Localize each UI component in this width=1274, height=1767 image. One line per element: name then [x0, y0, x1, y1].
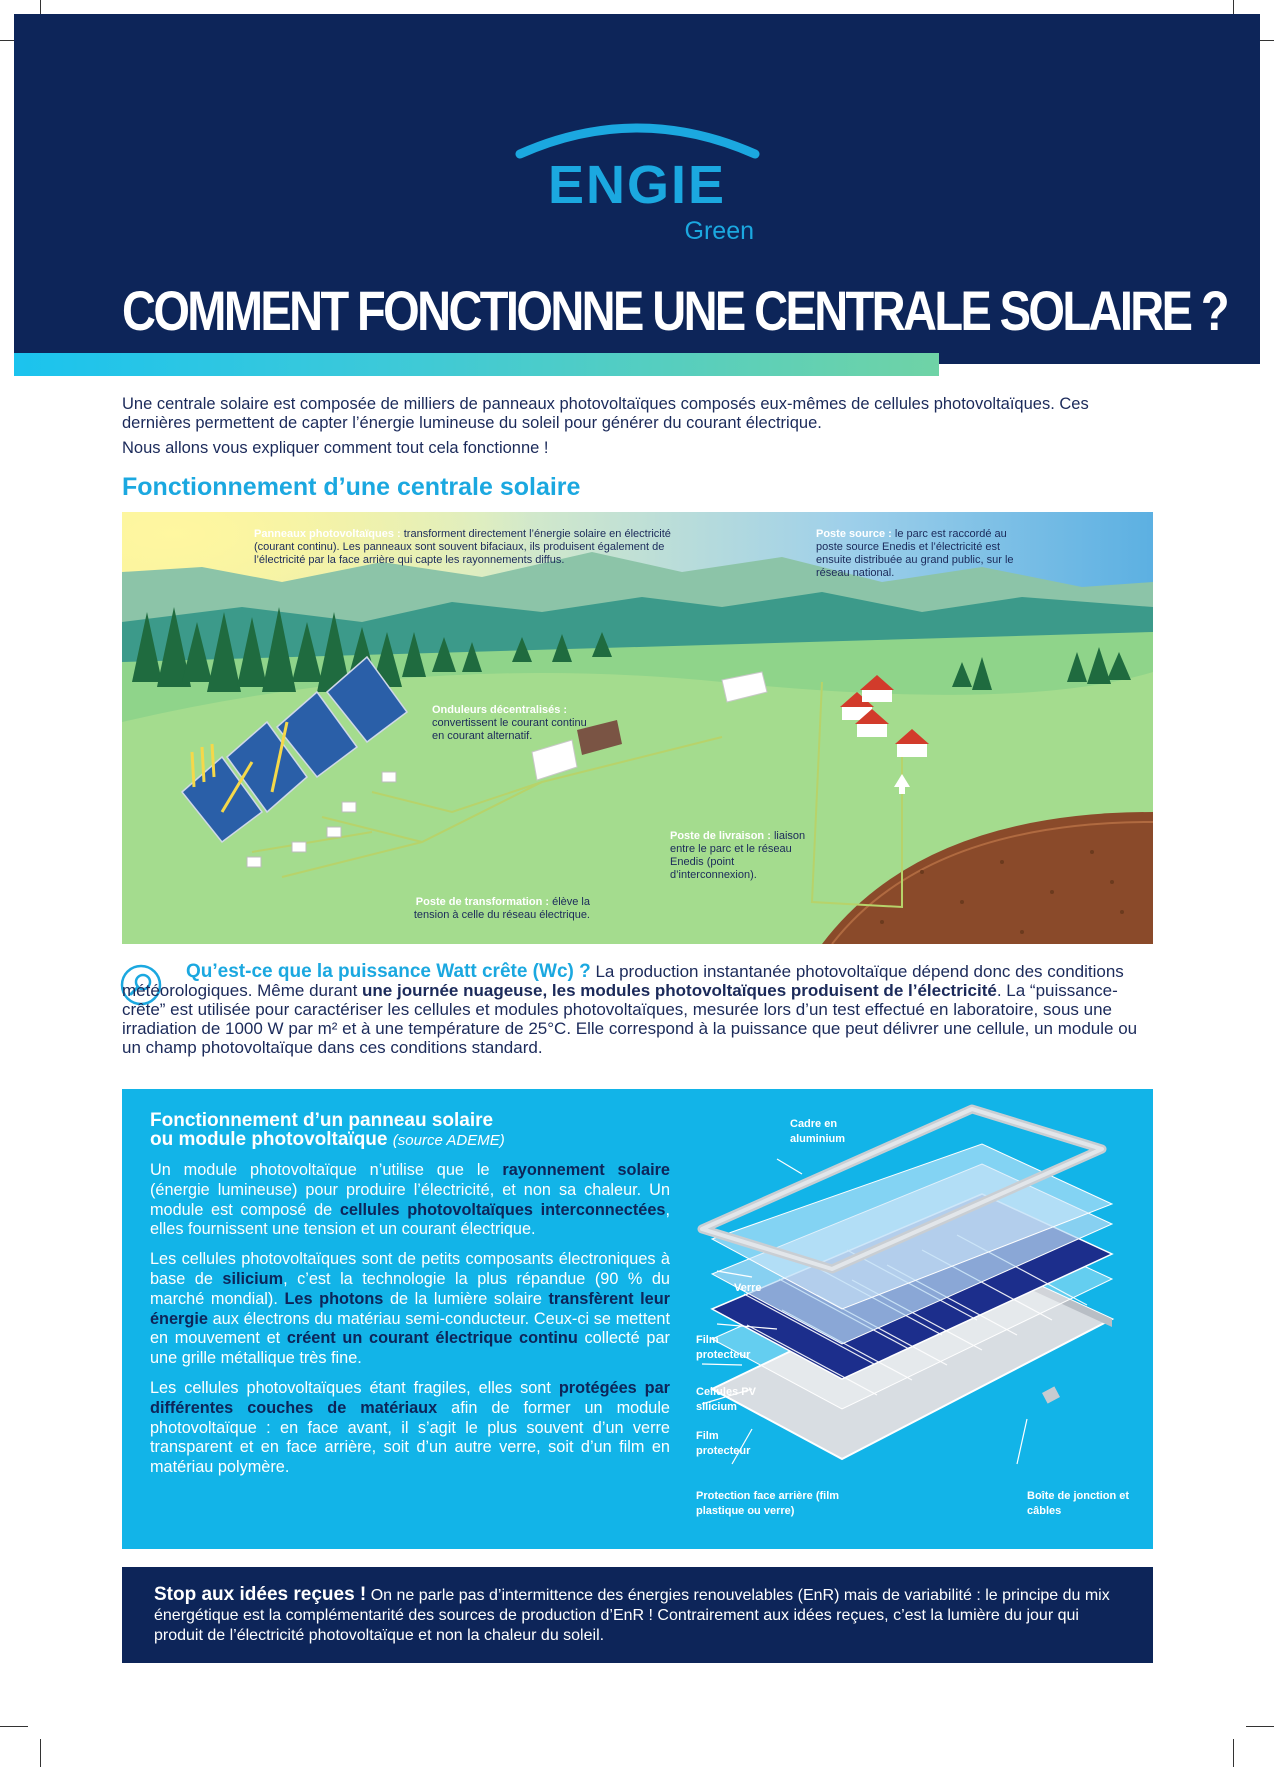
brand-subtitle: Green	[684, 217, 754, 245]
label-panneaux-title: Panneaux photovoltaïques :	[254, 528, 401, 540]
label-poste-source	[816, 528, 1031, 580]
watt-crete-question: Qu’est-ce que la puissance Watt crête (Wc) ?	[186, 961, 591, 982]
watt-crete-text-1: La production instantanée photovoltaïque dépend donc des conditions météorologiques. Même durant	[122, 962, 1124, 1000]
solar-plant-illustration	[122, 512, 1153, 944]
label-panneaux	[254, 528, 679, 567]
label-poste-source-title: Poste source :	[816, 528, 892, 540]
label-boite: Boîte de jonction et câbles	[1027, 1490, 1130, 1517]
engie-logo	[0, 110, 1274, 250]
label-film-2: Film protecteur	[696, 1430, 751, 1457]
label-livraison	[670, 830, 810, 882]
crop-mark	[0, 1726, 28, 1727]
module-paragraph-2: Les cellules photovoltaïques sont de petits composants électroniques à base de silicium, c’est la technologie la plus répandue (90 % du marché mondial). Les photons de la lumière solaire transfèrent leur énergie aux électrons du matériau semi-conducteur. Ceux-ci se mettent en mouvement et créent un courant électrique continu collecté par une grille métallique très fine.	[150, 1250, 671, 1368]
label-livraison-text: liaison entre le parc et le réseau Enedis (point d’interconnexion).	[670, 830, 806, 881]
module-title	[150, 1111, 505, 1150]
label-film-1: Film protecteur	[696, 1334, 751, 1361]
module-info-box	[122, 1089, 1153, 1549]
label-protection: Protection face arrière (film plastique ou verre)	[696, 1490, 840, 1517]
label-onduleurs	[432, 704, 597, 743]
crop-mark	[1246, 1726, 1274, 1727]
label-transformation-title: Poste de transformation :	[415, 896, 550, 908]
crop-mark	[1233, 1739, 1234, 1767]
module-paragraph-1: Un module photovoltaïque n’utilise que le rayonnement solaire (énergie lumineuse) pour produire l’électricité, et non sa chaleur. Un module est composé de cellules photovoltaïques interconnectées, elles fournissent une tension et un courant électrique.	[150, 1161, 670, 1239]
label-onduleurs-title: Onduleurs décentralisés :	[432, 704, 568, 716]
label-transformation	[390, 896, 590, 922]
gradient-stripe	[14, 353, 939, 376]
label-cellules: Cellules PV silicium	[696, 1386, 756, 1413]
intro-paragraph-2: Nous allons vous expliquer comment tout cela fonctionne !	[122, 439, 549, 457]
label-onduleurs-text: convertissent le courant continu en courant alternatif.	[432, 717, 587, 742]
idees-recues-box	[122, 1567, 1153, 1663]
intro-paragraph-1: Une centrale solaire est composée de milliers de panneaux photovoltaïques composés eux-mêmes de cellules photovoltaïques. Ces dernières permettent de capter l’énergie lumineuse du soleil pour générer du courant électrique.	[122, 395, 1089, 432]
intro-text	[122, 395, 1152, 464]
label-verre: Verre	[734, 1282, 762, 1294]
module-text	[150, 1161, 670, 1488]
module-source: (source ADEME)	[392, 1132, 505, 1149]
idees-recues-text	[154, 1585, 1129, 1646]
watt-crete-bold: une journée nuageuse, les modules photovoltaïques produisent de l’électricité	[362, 981, 997, 1000]
label-transformation-text: élève la tension à celle du réseau électrique.	[413, 896, 590, 921]
watt-crete-paragraph	[122, 962, 1142, 1057]
module-title-line-2: ou module photovoltaïque	[150, 1129, 388, 1150]
watt-crete-text-2: . La “puissance-crête” est utilisée pour caractériser les cellules et modules photovoltaïques, mesurée lors d’un test effectué en laboratoire, sous une irradiation de 1000 W par m² et à une température de 25°C. Elle correspond à la puissance que peut délivrer une cellule, un module ou un champ photovoltaïque dans ces conditions standard.	[122, 981, 1138, 1057]
page-title: COMMENT FONCTIONNE UNE CENTRALE SOLAIRE ?	[122, 279, 1227, 342]
crop-mark	[40, 1739, 41, 1767]
section-heading-centrale: Fonctionnement d’une centrale solaire	[122, 473, 581, 501]
module-title-line-1: Fonctionnement d’un panneau solaire	[150, 1110, 494, 1131]
solar-panel-exploded-diagram	[682, 1099, 1142, 1539]
label-livraison-title: Poste de livraison :	[670, 830, 771, 842]
label-panneaux-text: transforment directement l’énergie solaire en électricité (courant continu). Les panneaux sont souvent bifaciaux, ils produisent également de l’électricité par la face arrière qui capte les rayonnements diffus.	[254, 528, 671, 566]
brand-name: ENGIE	[547, 155, 727, 215]
idees-recues-title: Stop aux idées reçues !	[154, 1584, 367, 1605]
label-poste-source-text: le parc est raccordé au poste source Enedis et l’électricité est ensuite distribuée au grand public, sur le réseau national.	[816, 528, 1014, 579]
label-cadre: Cadre en aluminium	[790, 1118, 846, 1145]
module-paragraph-3: Les cellules photovoltaïques étant fragiles, elles sont protégées par différentes couches de matériaux afin de former un module photovoltaïque : en face avant, il s’agit le plus souvent d’un verre transparent et en face arrière, soit d’un autre verre, soit d’un film en matériau polymère.	[150, 1378, 670, 1477]
idees-recues-body: On ne parle pas d’intermittence des énergies renouvelables (EnR) mais de variabilité : le principe du mix énergétique est la complémentarité des sources de production d’EnR ! Contrairement aux idées reçues, c’est la lumière du jour qui produit de l’électricité photovoltaïque et non la chaleur du soleil.	[154, 1587, 1110, 1644]
